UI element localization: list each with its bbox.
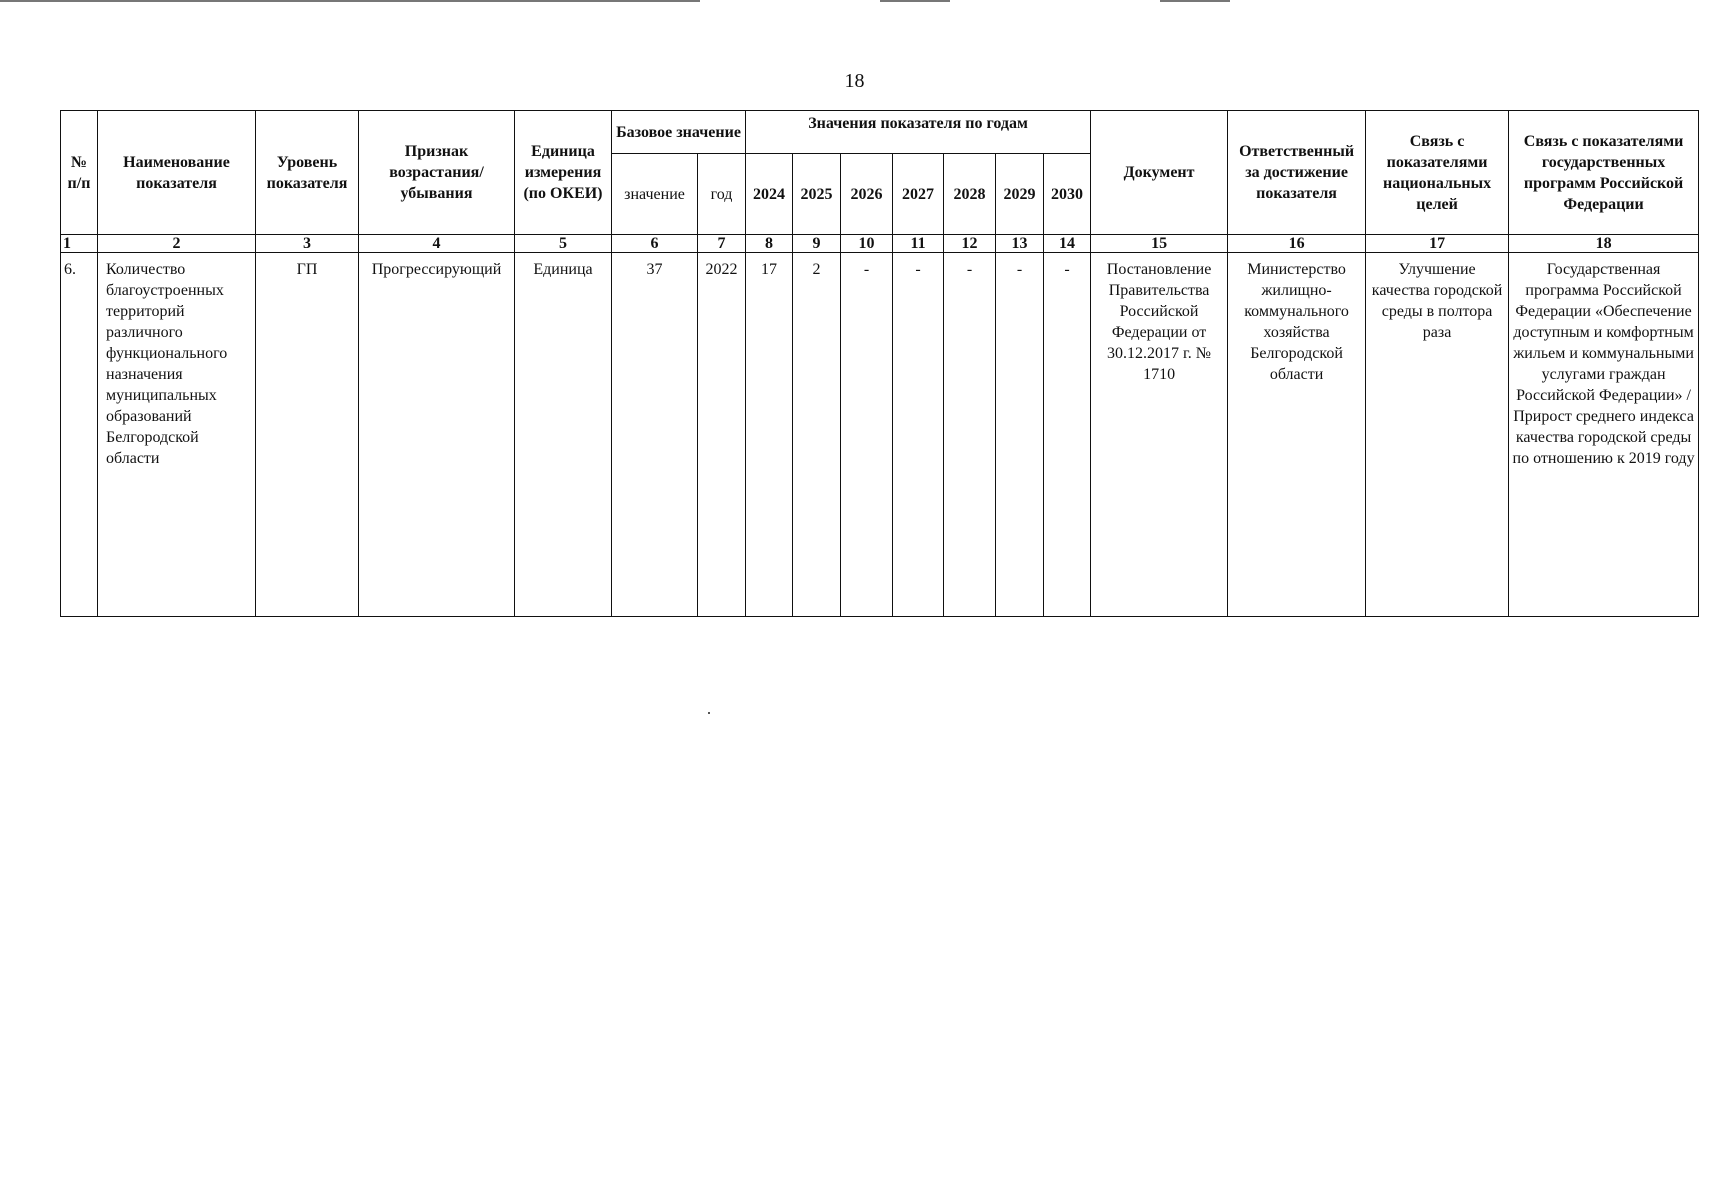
column-number: 6 xyxy=(612,235,698,253)
header-program-link: Связь с показателями государственных программ Российской Федерации xyxy=(1509,111,1699,235)
cell-num: 6. xyxy=(61,253,98,617)
cell-base-year: 2022 xyxy=(698,253,746,617)
cell-year-value: - xyxy=(1044,253,1091,617)
cell-year-value: - xyxy=(944,253,996,617)
table-row xyxy=(61,253,1699,617)
scan-speck xyxy=(708,712,710,714)
scan-edge-line xyxy=(880,0,950,2)
cell-level: ГП xyxy=(256,253,359,617)
cell-program-link: Государственная программа Российской Федерации «Обеспечение доступным и комфортным жильем и коммунальными услугами граждан Российской Федерации» / Прирост среднего индекса качества городской среды по отношению к 2019 году xyxy=(1509,253,1699,617)
header-year: 2027 xyxy=(893,154,944,235)
header-trend: Признак возрастания/ убывания xyxy=(359,111,515,235)
cell-year-value: 2 xyxy=(793,253,841,617)
column-number: 5 xyxy=(515,235,612,253)
cell-responsible: Министерство жилищно-коммунального хозяйства Белгородской области xyxy=(1228,253,1366,617)
header-document: Документ xyxy=(1091,111,1228,235)
column-number: 12 xyxy=(944,235,996,253)
cell-national-link: Улучшение качества городской среды в полтора раза xyxy=(1366,253,1509,617)
header-year: 2029 xyxy=(996,154,1044,235)
column-number: 15 xyxy=(1091,235,1228,253)
header-base-group: Базовое значение xyxy=(612,111,746,154)
cell-year-value: 17 xyxy=(746,253,793,617)
column-number: 10 xyxy=(841,235,893,253)
header-responsible: Ответственный за достижение показателя xyxy=(1228,111,1366,235)
header-year: 2026 xyxy=(841,154,893,235)
column-number: 8 xyxy=(746,235,793,253)
column-number: 4 xyxy=(359,235,515,253)
scan-edge-line xyxy=(0,0,700,2)
header-num: № п/п xyxy=(61,111,98,235)
header-base-value: значение xyxy=(612,154,698,235)
page-number: 18 xyxy=(844,70,865,92)
column-number: 7 xyxy=(698,235,746,253)
column-number-row xyxy=(61,235,1699,253)
cell-unit: Единица xyxy=(515,253,612,617)
indicators-table xyxy=(60,110,1699,617)
cell-base-value: 37 xyxy=(612,253,698,617)
cell-year-value: - xyxy=(841,253,893,617)
scan-edge-line xyxy=(1160,0,1230,2)
column-number: 17 xyxy=(1366,235,1509,253)
header-level: Уровень показателя xyxy=(256,111,359,235)
header-national-link: Связь с показателями национальных целей xyxy=(1366,111,1509,235)
column-number: 2 xyxy=(98,235,256,253)
header-years-group: Значения показателя по годам xyxy=(746,111,1091,154)
cell-year-value: - xyxy=(893,253,944,617)
cell-year-value: - xyxy=(996,253,1044,617)
column-number: 14 xyxy=(1044,235,1091,253)
header-row-1 xyxy=(61,111,1699,154)
column-number: 3 xyxy=(256,235,359,253)
header-name: Наименование показателя xyxy=(98,111,256,235)
header-year: 2030 xyxy=(1044,154,1091,235)
cell-document: Постановление Правительства Российской Федерации от 30.12.2017 г. № 1710 xyxy=(1091,253,1228,617)
header-year: 2028 xyxy=(944,154,996,235)
column-number: 9 xyxy=(793,235,841,253)
cell-trend: Прогрессирующий xyxy=(359,253,515,617)
header-base-year: год xyxy=(698,154,746,235)
header-year: 2024 xyxy=(746,154,793,235)
column-number: 11 xyxy=(893,235,944,253)
header-year: 2025 xyxy=(793,154,841,235)
header-unit: Единица измерения (по ОКЕИ) xyxy=(515,111,612,235)
column-number: 1 xyxy=(61,235,98,253)
column-number: 13 xyxy=(996,235,1044,253)
column-number: 16 xyxy=(1228,235,1366,253)
column-number: 18 xyxy=(1509,235,1699,253)
cell-name: Количество благоустроенных территорий различного функционального назначения муниципальных образований Белгородской области xyxy=(98,253,256,617)
